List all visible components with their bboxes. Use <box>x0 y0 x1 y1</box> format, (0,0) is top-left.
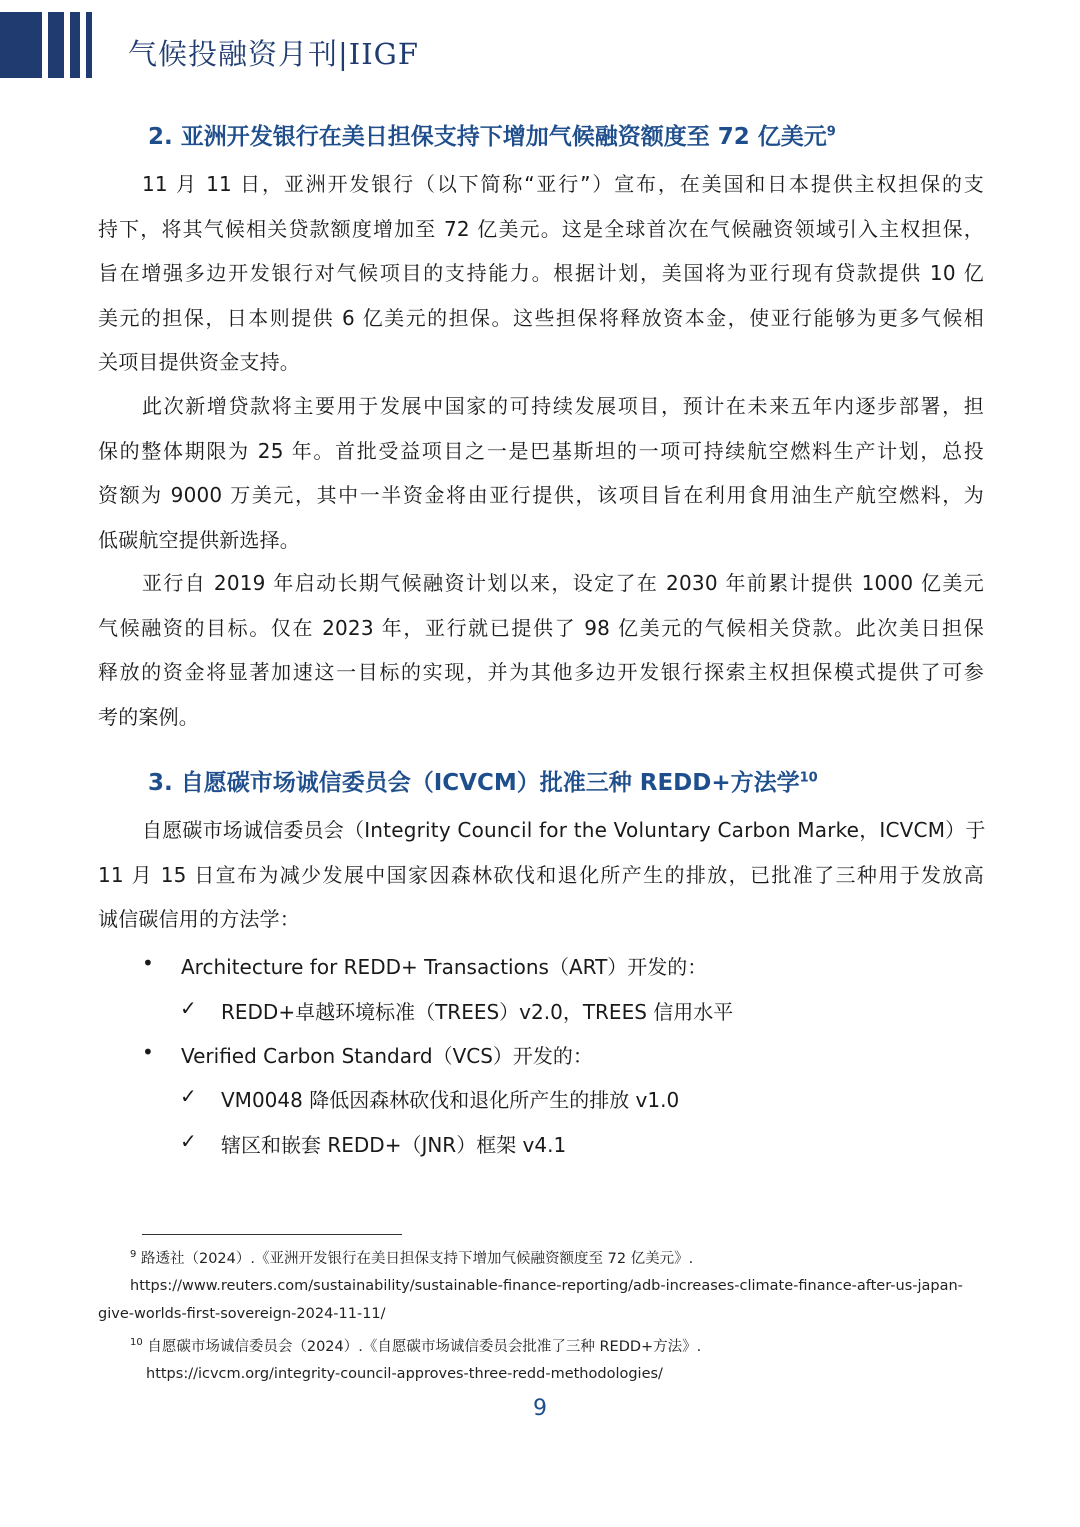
header-bar-1 <box>48 12 64 78</box>
paragraph-line: 持下，将其气候相关贷款额度增加至 72 亿美元。这是全球首次在气候融资领域引入主权担保， <box>98 216 984 241</box>
paragraph-line: 11 月 15 日宣布为减少发展中国家因森林砍伐和退化所产生的排放，已批准了三种用于发放高 <box>98 862 984 887</box>
page-number: 9 <box>533 1396 547 1421</box>
section-3-paragraph-1 <box>98 808 984 942</box>
header-bar-wide <box>0 12 42 78</box>
checkmark-icon: ✓ <box>180 996 197 1020</box>
section-2-paragraph-2 <box>98 384 984 562</box>
paragraph-line: 此次新增贷款将主要用于发展中国家的可持续发展项目，预计在未来五年内逐步部署，担 <box>142 394 984 418</box>
section-2-paragraph-1 <box>98 162 984 385</box>
paragraph-line: 旨在增强多边开发银行对气候项目的支持能力。根据计划，美国将为亚行现有贷款提供 10 亿 <box>98 261 984 285</box>
header-bar-2 <box>70 12 80 78</box>
check-item-vm0048: VM0048 降低因森林砍伐和退化所产生的排放 v1.0 <box>221 1088 680 1112</box>
checkmark-icon: ✓ <box>180 1129 197 1153</box>
paragraph-line: 美元的担保，日本则提供 6 亿美元的担保。这些担保将释放资本金，使亚行能够为更多气候相 <box>98 305 984 330</box>
check-item-jnr: 辖区和嵌套 REDD+（JNR）框架 v4.1 <box>221 1133 567 1157</box>
paragraph-line: 低碳航空提供新选择。 <box>98 527 300 552</box>
section-2-paragraph-3 <box>98 561 984 739</box>
checkmark-icon: ✓ <box>180 1084 197 1108</box>
footnote-ref-9[interactable]: 9 <box>826 124 836 140</box>
bullet-icon: • <box>142 951 154 975</box>
paragraph-line: 自愿碳市场诚信委员会（Integrity Council for the Voluntary Carbon Marke，ICVCM）于 <box>142 818 986 842</box>
paragraph-line: 诚信碳信用的方法学： <box>98 907 300 931</box>
paragraph-line: 气候融资的目标。仅在 2023 年，亚行就已提供了 98 亿美元的气候相关贷款。此次美日担保 <box>98 615 984 640</box>
footnote-9: $^9$ 路透社（2024）.《亚洲开发银行在美日担保支持下增加气候融资额度至 72 亿美元》. <box>130 1249 694 1267</box>
bullet-item-art: Architecture for REDD+ Transactions（ART）开发的： <box>181 955 708 979</box>
paragraph-line: 考的案例。 <box>98 704 199 729</box>
section-3-heading: 3. 自愿碳市场诚信委员会（ICVCM）批准三种 REDD+方法学$^{10}$ <box>148 770 818 796</box>
bullet-icon: • <box>142 1040 154 1064</box>
footnote-9-link-continued[interactable]: give-worlds-first-sovereign-2024-11-11/ <box>98 1306 386 1322</box>
footnote-9-link[interactable]: https://www.reuters.com/sustainability/sustainable-finance-reporting/adb-increases-climate-finance-after-us-japan- <box>130 1278 963 1294</box>
bullet-item-vcs: Verified Carbon Standard（VCS）开发的： <box>181 1044 593 1068</box>
section-2-heading: 2. 亚洲开发银行在美日担保支持下增加气候融资额度至 72 亿美元$^9$ <box>148 124 836 150</box>
paragraph-line: 资额为 9000 万美元，其中一半资金将由亚行提供，该项目旨在利用食用油生产航空燃料，为 <box>98 483 984 507</box>
paragraph-line: 保的整体期限为 25 年。首批受益项目之一是巴基斯坦的一项可持续航空燃料生产计划，总投 <box>98 438 984 463</box>
header-title: 气候投融资月刊|IIGF <box>128 37 419 71</box>
footnote-10: $^{10}$ 自愿碳市场诚信委员会（2024）.《自愿碳市场诚信委员会批准了三种 REDD+方法》. <box>130 1337 702 1355</box>
paragraph-line: 亚行自 2019 年启动长期气候融资计划以来，设定了在 2030 年前累计提供 1000 亿美元 <box>142 571 984 595</box>
header-bars <box>0 12 100 78</box>
footnote-ref-10[interactable]: 10 <box>799 770 818 786</box>
paragraph-line: 11 月 11 日，亚洲开发银行（以下简称“亚行”）宣布，在美国和日本提供主权担保的支 <box>142 172 984 196</box>
header-bar-3 <box>86 12 92 78</box>
paragraph-line: 释放的资金将显著加速这一目标的实现，并为其他多边开发银行探索主权担保模式提供了可参 <box>98 660 984 684</box>
footnote-divider <box>142 1234 402 1235</box>
check-item-trees: REDD+卓越环境标准（TREES）v2.0，TREES 信用水平 <box>221 1000 734 1024</box>
footnote-10-link[interactable]: https://icvcm.org/integrity-council-approves-three-redd-methodologies/ <box>146 1366 663 1382</box>
paragraph-line: 关项目提供资金支持。 <box>98 350 300 374</box>
